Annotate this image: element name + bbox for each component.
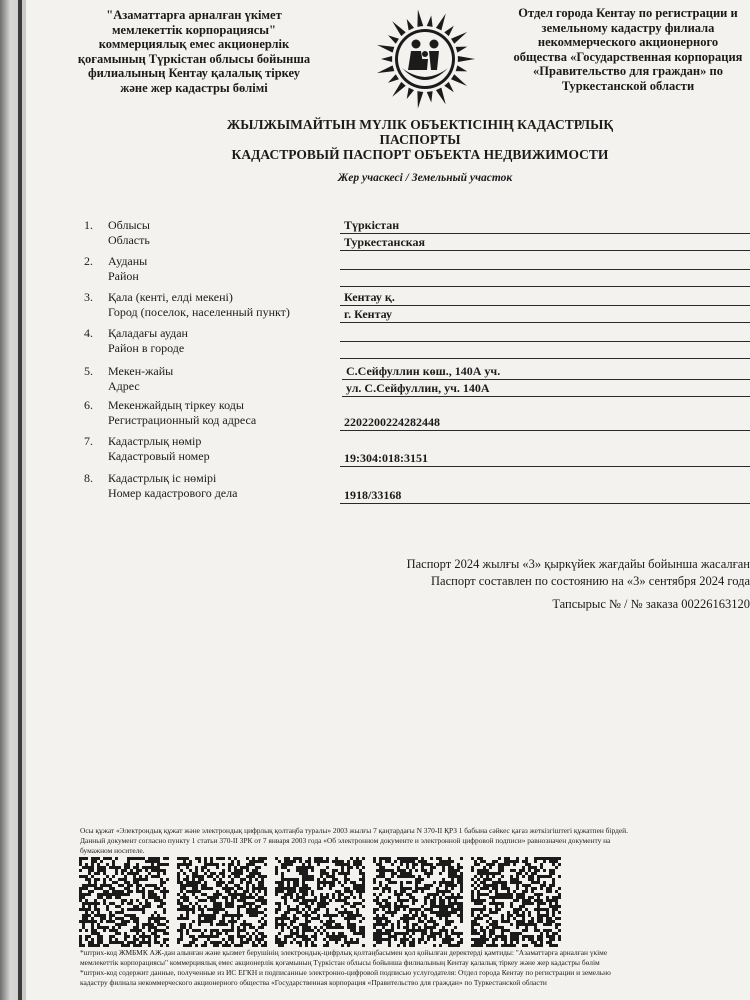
field-value: 1918/33168 <box>344 488 402 502</box>
issued-date-kz: Паспорт 2024 жылғы «3» қыркүйек жағдайы бойынша жасалған <box>406 557 750 571</box>
field-row-address <box>84 364 750 400</box>
field-number: 6. <box>84 398 93 412</box>
field-label-kz: Ауданы <box>108 254 148 268</box>
field-label-ru: Номер кадастрового дела <box>108 486 238 500</box>
underlying-page-edge <box>0 0 26 1000</box>
field-number: 4. <box>84 326 93 340</box>
field-value-ru <box>340 271 344 285</box>
field-label <box>108 471 237 501</box>
header-left-line: және жер кадастры бөлімі <box>120 80 268 95</box>
field-row-city <box>84 290 750 326</box>
field-label <box>108 398 256 428</box>
order-number: Тапсырыс № / № заказа 00226163120 <box>552 597 750 611</box>
field-label-kz: Қала (кенті, елді мекені) <box>108 290 233 304</box>
document-subtitle: Жер учаскесі / Земельный участок <box>337 172 513 184</box>
legal-line: мемлекеттік корпорациясы" коммерциялық емес акционерлік қоғамының Түркістан облысы бойынша филиалының Кентау қалалық тіркеу және жер кадастры бөлім <box>80 958 600 967</box>
field-value-kz: С.Сейфуллин көш., 140А уч. <box>346 364 501 378</box>
page-edge-shadow <box>18 0 22 1000</box>
field-value-line <box>340 451 750 467</box>
header-right-line: Отдел города Кентау по регистрации и <box>518 6 738 20</box>
field-value-line-2 <box>340 235 750 251</box>
title-line-ru: КАДАСТРОВЫЙ ПАСПОРТ ОБЪЕКТА НЕДВИЖИМОСТИ <box>231 147 609 162</box>
field-number: 5. <box>84 364 93 378</box>
field-label <box>108 434 210 464</box>
field-number: 2. <box>84 254 93 268</box>
field-value-line-2 <box>340 343 750 359</box>
field-value-ru <box>340 343 344 357</box>
field-label-ru: Адрес <box>108 379 140 393</box>
field-label <box>108 218 150 248</box>
field-value-line <box>340 488 750 504</box>
header-left-line: коммерциялық емес акционерлік <box>98 37 290 51</box>
legal-notice-bottom <box>80 948 750 988</box>
field-row-cadastral-number <box>84 434 750 470</box>
field-value-line-1 <box>340 254 750 270</box>
field-label-kz: Мекен-жайы <box>108 364 174 378</box>
issued-date-ru: Паспорт составлен по состоянию на «3» сентября 2024 года <box>431 574 750 588</box>
legal-line: бумажном носителе. <box>80 846 145 855</box>
legal-line: *штрих-код ЖМБМК АЖ-дан алынған және қызмет берушінің электрондық-цифрлық қолтаңбасымен қол қойылған деректерді қамтиды: "Азаматтарға арналған үкіме <box>80 948 608 957</box>
field-number: 8. <box>84 471 93 485</box>
field-label-kz: Кадастрлық іс нөмірі <box>108 471 217 485</box>
field-number: 7. <box>84 434 93 448</box>
header-right-line: общества «Государственная корпорация <box>513 49 743 64</box>
qr-code-3 <box>275 857 365 947</box>
field-value-kz: Кентау қ. <box>344 290 395 304</box>
field-label-kz: Облысы <box>108 218 150 232</box>
field-number: 3. <box>84 290 93 304</box>
field-value: 2202200224282448 <box>344 415 440 429</box>
field-value-line-1 <box>342 364 750 380</box>
field-label-kz: Мекенжайдың тіркеу коды <box>108 398 244 412</box>
field-value-kz <box>340 326 344 340</box>
field-value-line-2 <box>340 271 750 287</box>
field-row-address-code <box>84 398 750 434</box>
sun-family-emblem-icon <box>372 6 478 112</box>
title-line-kz: ЖЫЛЖЫМАЙТЫН МҮЛІК ОБЪЕКТІСІНІҢ КАДАСТРЛЫҚ <box>226 117 614 132</box>
field-value-ru: ул. С.Сейфуллин, уч. 140А <box>346 381 490 395</box>
header-russian <box>508 6 748 93</box>
field-label <box>108 254 147 284</box>
field-label-kz: Қаладағы аудан <box>108 326 188 340</box>
header-left-line: филиалының Кентау қалалық тіркеу <box>87 66 301 80</box>
qr-code-5 <box>471 857 561 947</box>
field-value-ru: Туркестанская <box>344 235 425 249</box>
field-label-ru: Город (поселок, населенный пункт) <box>108 305 290 319</box>
title-line-kz-2: ПАСПОРТЫ <box>379 132 461 147</box>
header-left-line: мемлекеттік корпорациясы" <box>112 22 276 37</box>
qr-code-2 <box>177 857 267 947</box>
legal-line: Данный документ согласно пункту 1 статьи 370-II ЗРК от 7 января 2003 года «Об электронном документе и электронной цифровой подписи» равнозначен документу на <box>80 836 611 845</box>
field-label-ru: Область <box>108 233 150 247</box>
legal-line: *штрих-код содержит данные, полученные из ИС ЕГКН и подписанные электронно-цифровой подписью услугодателя: Отдел города Кентау по регистрации и земельно <box>80 968 611 977</box>
field-label-ru: Кадастровый номер <box>108 449 210 463</box>
field-value-ru: г. Кентау <box>344 307 393 321</box>
header-right-line: Туркестанской области <box>561 78 695 93</box>
field-value-line <box>340 415 750 431</box>
field-label <box>108 364 173 394</box>
qr-code-1 <box>79 857 169 947</box>
field-label-kz: Кадастрлық нөмір <box>108 434 202 448</box>
field-value-line-1 <box>340 218 750 234</box>
field-number: 1. <box>84 218 93 232</box>
field-value: 19:304:018:3151 <box>344 451 428 465</box>
field-value-kz <box>340 254 344 268</box>
field-value-line-2 <box>342 381 750 397</box>
field-value-line-2 <box>340 307 750 323</box>
field-label-ru: Регистрационный код адреса <box>108 413 257 427</box>
field-row-region <box>84 218 750 254</box>
header-right-line: «Правительство для граждан» по <box>533 64 723 78</box>
legal-line: Осы құжат «Электрондық құжат және электрондық цифрлық қолтаңба туралы» 2003 жылғы 7 қаңтардағы N 370-II ҚРЗ 1 бабына сәйкес қағаз жеткізгіштегі құжатпен бірдей. <box>80 826 628 835</box>
field-value-kz: Түркістан <box>344 218 400 232</box>
header-right-line: некоммерческого акционерного <box>537 35 719 49</box>
header-right-line: земельному кадастру филиала <box>541 20 715 35</box>
field-value-line-1 <box>340 290 750 306</box>
legal-line: кадастру филиала некоммерческого акционерного общества «Государственная корпорация «Правительство для граждан» по Туркестанской области <box>80 978 547 987</box>
header-left-line: "Азаматтарға арналған үкімет <box>106 8 282 22</box>
field-label-ru: Район <box>108 269 139 283</box>
field-row-cadastral-case <box>84 471 750 507</box>
qr-code-4 <box>373 857 463 947</box>
field-label-ru: Район в городе <box>108 341 185 355</box>
field-row-district <box>84 254 750 290</box>
field-row-city-district <box>84 326 750 362</box>
field-value-line-1 <box>340 326 750 342</box>
header-kazakh <box>60 8 328 95</box>
field-label <box>108 290 290 320</box>
field-label <box>108 326 188 356</box>
document-title <box>205 117 635 162</box>
legal-notice-top <box>80 826 750 856</box>
header-left-line: қоғамының Түркістан облысы бойынша <box>77 51 311 66</box>
